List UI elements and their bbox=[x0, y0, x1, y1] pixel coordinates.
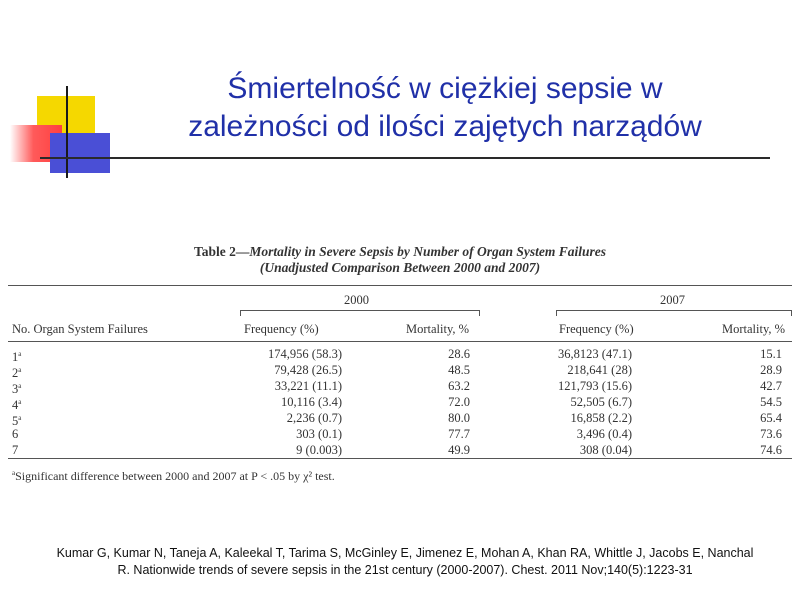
failure-count: 4 bbox=[12, 398, 19, 413]
col-header-mort-2000: Mortality, % bbox=[406, 322, 470, 336]
significance-marker: a bbox=[18, 382, 22, 390]
cell-mort-2007: 74.6 bbox=[760, 443, 782, 457]
cell-freq-2007: 3,496 (0.4) bbox=[576, 427, 632, 441]
cell-freq-2000: 33,221 (11.1) bbox=[274, 379, 342, 393]
cell-failures bbox=[12, 379, 21, 396]
cell-failures bbox=[12, 363, 21, 380]
cell-mort-2000: 63.2 bbox=[448, 379, 470, 393]
cell-freq-2000: 79,428 (26.5) bbox=[274, 363, 342, 377]
table-caption-subtitle: (Unadjusted Comparison Between 2000 and 2007) bbox=[259, 260, 541, 275]
cell-failures bbox=[12, 347, 21, 364]
col-header-freq-2007: Frequency (%) bbox=[559, 322, 634, 336]
group-header-2000: 2000 bbox=[344, 293, 369, 307]
col-header-mort-2007: Mortality, % bbox=[722, 322, 786, 336]
cell-freq-2000: 9 (0.003) bbox=[296, 443, 342, 457]
table-top-rule bbox=[8, 285, 792, 286]
cell-freq-2007: 52,505 (6.7) bbox=[570, 395, 632, 409]
decor-vertical-line bbox=[66, 86, 68, 178]
citation-line2: R. Nationwide trends of severe sepsis in the 21st century (2000-2007). Chest. 2011 Nov;140(5):1223-31 bbox=[117, 563, 693, 577]
failure-count: 3 bbox=[12, 382, 19, 397]
cell-failures bbox=[12, 443, 18, 457]
cell-freq-2007: 308 (0.04) bbox=[579, 443, 632, 457]
mortality-table bbox=[8, 244, 792, 486]
col-header-freq-2000: Frequency (%) bbox=[244, 322, 319, 336]
cell-mort-2007: 42.7 bbox=[760, 379, 782, 393]
cell-freq-2007: 218,641 (28) bbox=[567, 363, 632, 377]
cell-freq-2000: 303 (0.1) bbox=[296, 427, 342, 441]
table-caption-title: Mortality in Severe Sepsis by Number of Organ System Failures bbox=[249, 244, 607, 259]
table-footnote bbox=[12, 466, 335, 483]
table-caption bbox=[8, 244, 792, 276]
slide-title bbox=[120, 70, 770, 146]
col-header-failures: No. Organ System Failures bbox=[12, 322, 148, 336]
significance-marker: a bbox=[18, 414, 22, 422]
cell-failures bbox=[12, 427, 18, 441]
cell-mort-2000: 72.0 bbox=[448, 395, 470, 409]
footnote-text: Significant difference between 2000 and 2007 at P < .05 by χ² test. bbox=[15, 469, 335, 483]
failure-count: 7 bbox=[12, 443, 19, 457]
cell-freq-2000: 10,116 (3.4) bbox=[281, 395, 342, 409]
table-caption-prefix: Table 2— bbox=[193, 244, 250, 259]
cell-failures bbox=[12, 411, 21, 428]
cell-mort-2007: 54.5 bbox=[760, 395, 782, 409]
failure-count: 1 bbox=[12, 350, 19, 365]
cell-freq-2000: 174,956 (58.3) bbox=[268, 347, 342, 361]
table-bottom-rule bbox=[8, 458, 792, 459]
citation-line1: Kumar G, Kumar N, Taneja A, Kaleekal T, Tarima S, McGinley E, Jimenez E, Mohan A, Khan RA, Whittle J, Jacobs E, Nanchal bbox=[56, 546, 754, 560]
cell-failures bbox=[12, 395, 21, 412]
group-bracket-2000 bbox=[240, 310, 480, 316]
cell-mort-2007: 28.9 bbox=[760, 363, 782, 377]
cell-mort-2000: 49.9 bbox=[448, 443, 470, 457]
cell-freq-2000: 2,236 (0.7) bbox=[286, 411, 342, 425]
group-header-2007: 2007 bbox=[660, 293, 685, 307]
failure-count: 6 bbox=[12, 427, 19, 441]
cell-freq-2007: 36,8123 (47.1) bbox=[558, 347, 632, 361]
significance-marker: a bbox=[18, 398, 22, 406]
cell-mort-2000: 80.0 bbox=[448, 411, 470, 425]
failure-count: 2 bbox=[12, 366, 19, 381]
title-underline bbox=[40, 157, 770, 159]
cell-mort-2007: 15.1 bbox=[760, 347, 782, 361]
footnote-marker: a bbox=[12, 469, 16, 477]
cell-mort-2000: 48.5 bbox=[448, 363, 470, 377]
citation bbox=[20, 545, 790, 579]
cell-mort-2000: 77.7 bbox=[448, 427, 470, 441]
cell-mort-2007: 73.6 bbox=[760, 427, 782, 441]
table-header-rule bbox=[8, 341, 792, 342]
cell-mort-2000: 28.6 bbox=[448, 347, 470, 361]
failure-count: 5 bbox=[12, 414, 19, 429]
significance-marker: a bbox=[18, 366, 22, 374]
cell-freq-2007: 121,793 (15.6) bbox=[558, 379, 632, 393]
group-bracket-2007 bbox=[556, 310, 792, 316]
cell-freq-2007: 16,858 (2.2) bbox=[570, 411, 632, 425]
significance-marker: a bbox=[18, 350, 22, 358]
decor-blue-square bbox=[50, 133, 110, 173]
slide-title-line1: Śmiertelność w ciężkiej sepsie w bbox=[227, 72, 663, 105]
cell-mort-2007: 65.4 bbox=[760, 411, 782, 425]
slide-title-line2: zależności od ilości zajętych narządów bbox=[188, 110, 702, 143]
